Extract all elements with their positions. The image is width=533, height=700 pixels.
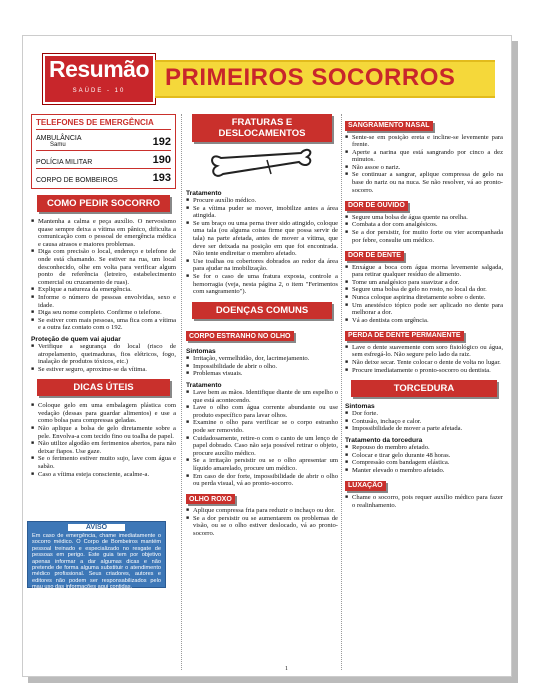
corpo-tratamento-list [186, 389, 338, 488]
list-item: ■ Em caso de dor forte, impossibilidade de abrir o olho ou perda visual, vá ao pronto-socorro. [186, 473, 338, 488]
list-item: ■ Lave o dente suavemente com soro fisiológico ou água, sem esfregá-lo. Não segure pelo lado da raiz. [345, 344, 503, 359]
torcedura-tratamento-list [345, 444, 503, 474]
list-item: ■ Contusão, inchaço e calor. [345, 418, 503, 426]
list-item: ■ Compressão com bandagem elástica. [345, 459, 503, 467]
dente-list [345, 264, 503, 325]
ouvido-list [345, 214, 503, 244]
torcedura-sintomas-list [345, 410, 503, 433]
page-number: 1 [285, 666, 288, 672]
phone-number: 193 [152, 172, 171, 184]
column-middle [186, 114, 338, 538]
corpo-tratamento-label: Tratamento [186, 382, 222, 389]
list-item: ■ Se um braço ou uma perna tiver sido atingido, coloque uma tala (ou alguma coisa firme que possa servir de tala) na parte afetada, antes de mover a vítima, que deve ser deixada na posição em que foi encontrada. Não tente endireitar o membro afetado. [186, 220, 338, 258]
aviso-heading: AVISO [68, 524, 125, 531]
column-divider [341, 114, 342, 670]
como-pedir-list [31, 218, 176, 332]
logo-sub: SAÚDE - 10 [72, 88, 126, 94]
list-item: ■ Se estiver com mais pessoas, uma fica com a vítima e a outra faz contato com o 192. [31, 317, 176, 332]
list-item: ■ Coloque gelo em uma embalagem plástica com vedação (dessas para guardar alimentos) e use a como bolsa para compressas geladas. [31, 402, 176, 425]
logo [43, 54, 155, 104]
list-item: ■ Dor forte. [345, 410, 503, 418]
como-pedir-heading: COMO PEDIR SOCORRO [37, 195, 170, 212]
list-item: ■ Não assoe o nariz. [345, 164, 503, 172]
aviso-text: Em caso de emergência, chame imediatamente o socorro médico. O Corpo de Bombeiros mantém pessoal treinado e especializado no resgate de pessoas em perigo. Este guia tem por objetivo apenas informar a dar algumas dicas e não pretende de forma alguma substituir o atendimento médico profissional. Seus criadores, autores e editores não podem ser responsabilizados pelo mau uso das informações aqui contidas. [32, 533, 161, 591]
perda-dente-list [345, 344, 503, 374]
doencas-heading: DOENÇAS COMUNS [192, 302, 332, 319]
list-item: ■ Caso a vítima esteja consciente, acalme-a. [31, 471, 176, 479]
list-item: ■ Um anestésico tópico pode ser aplicado no dente para melhorar a dor. [345, 302, 503, 317]
list-item: ■ Diga com precisão o local, endereço e telefone de onde está chamando. Se estiver na rua, um local desconhecido, olhe em volta para verificar algum ponto de referência (letreiro, estabelecimento comercial ou cruzamento de ruas). [31, 248, 176, 286]
phone-label: POLÍCIA MILITAR [36, 159, 93, 166]
list-item: ■ Segure uma bolsa de gelo no rosto, no local da dor. [345, 286, 503, 294]
list-item: ■ Se a dor persistir ou se aumentarem os problemas de visão, ou se o olho estiver deslocado, vá ao pronto-socorro. [186, 515, 338, 538]
sangramento-list [345, 134, 503, 195]
list-item: ■ Se a dor persistir, for muito forte ou vier acompanhada por febre, consulte um médico. [345, 229, 503, 244]
corpo-sintomas-list [186, 355, 338, 378]
phone-row [36, 132, 171, 151]
list-item: ■ Se continuar a sangrar, aplique compressa de gelo na base do nariz ou na nuca. Se não resolver, vá ao pronto-socorro. [345, 171, 503, 194]
torcedura-sintomas-label: Sintomas [345, 403, 375, 411]
torcedura-tratamento-label: Tratamento da torcedura [345, 437, 423, 445]
dicas-list [31, 402, 176, 478]
list-item: ■ Manter elevado o membro afetado. [345, 467, 503, 475]
phone-box-title: TELEFONES DE EMERGÊNCIA [36, 118, 171, 130]
column-right [345, 114, 503, 509]
phone-box [31, 114, 176, 189]
header [37, 50, 499, 108]
list-item: ■ Lave bem as mãos. Identifique diante de um espelho o que está acontecendo. [186, 389, 338, 404]
phone-row [36, 169, 171, 186]
list-item: ■ Nunca coloque aspirina diretamente sobre o dente. [345, 294, 503, 302]
list-item: ■ Impossibilidade de mover a parte afetada. [345, 425, 503, 433]
ouvido-heading: DOR DE OUVIDO [345, 201, 408, 211]
list-item: ■ Tome um analgésico para suavizar a dor. [345, 279, 503, 287]
list-item: ■ Informe o número de pessoas envolvidas, sexo e idade. [31, 294, 176, 309]
phone-number: 192 [152, 136, 171, 148]
list-item: ■ Segure uma bolsa de água quente na orelha. [345, 214, 503, 222]
perda-dente-heading: PERDA DE DENTE PERMANENTE [345, 331, 464, 341]
list-item: ■ Problemas visuais. [186, 370, 338, 378]
list-item: ■ Aplique compressa fria para reduzir o inchaço ou dor. [186, 507, 338, 515]
list-item: ■ Vá ao dentista com urgência. [345, 317, 503, 325]
dicas-heading: DICAS ÚTEIS [37, 379, 170, 396]
list-item: ■ Irritação, vermelhidão, dor, lacrimejamento. [186, 355, 338, 363]
fraturas-heading: FRATURAS E DESLOCAMENTOS [192, 114, 332, 142]
list-item: ■ Aperte a narina que está sangrando por cinco a dez minutos. [345, 149, 503, 164]
list-item: ■ Se a vítima puder se mover, imobilize antes a área atingida. [186, 205, 338, 220]
list-item: ■ Cuidadosamente, retire-o com o canto de um lenço de papel dobrado. Caso não seja possível retirar o objeto, procure auxílio médico. [186, 435, 338, 458]
corpo-estranho-heading: CORPO ESTRANHO NO OLHO [186, 331, 294, 341]
list-item: ■ Não aplique a bolsa de gelo diretamente sobre a pele. Envolva-a com tecido fino ou toalha de papel. [31, 425, 176, 440]
list-item: ■ Sente-se em posição ereta e incline-se levemente para frente. [345, 134, 503, 149]
fraturas-tratamento-label: Tratamento [186, 190, 222, 197]
protecao-heading: Proteção de quem vai ajudar [31, 335, 121, 343]
list-item: ■ Use toalhas ou cobertores dobrados ao redor da área para ajudar na imobilização. [186, 258, 338, 273]
reference-sheet [22, 35, 512, 677]
phone-label: AMBULÂNCIA [36, 135, 82, 142]
list-item: ■ Diga seu nome completo. Confirme o telefone. [31, 309, 176, 317]
olho-roxo-list [186, 507, 338, 537]
list-item: ■ Colocar e tirar gelo durante 48 horas. [345, 452, 503, 460]
bone-icon [207, 148, 317, 186]
phone-row [36, 151, 171, 169]
fraturas-list [186, 197, 338, 296]
list-item: ■ Não deixe secar. Tente colocar o dente de volta no lugar. [345, 359, 503, 367]
list-item: ■ Procure auxílio médico. [186, 197, 338, 205]
title-bar [155, 60, 495, 98]
list-item: ■ Examine o olho para verificar se o corpo estranho pode ser removido. [186, 419, 338, 434]
list-item: ■ Explique a natureza da emergência. [31, 286, 176, 294]
list-item: ■ Se a irritação persistir ou se o olho apresentar um líquido amarelado, procure um médico. [186, 457, 338, 472]
corpo-sintomas-label: Sintomas [186, 348, 216, 356]
list-item: ■ Verifique a segurança do local (risco de atropelamento, queimaduras, fios elétricos, fogo, inalação de produtos tóxicos, etc.) [31, 343, 176, 366]
list-item: ■ Se o ferimento estiver muito sujo, lave com água e sabão. [31, 455, 176, 470]
page-title: PRIMEIROS SOCORROS [165, 64, 456, 91]
list-item: ■ Enxágue a boca com água morna levemente salgada, para retirar qualquer resíduo de alimento. [345, 264, 503, 279]
list-item: ■ Mantenha a calma e peça auxílio. O nervosismo quase sempre deixa a vítima em pânico, dificulta a comunicação com o pessoal de emergência médica e causa atrasos e maiores problemas. [31, 218, 176, 248]
phone-sub: Samu [50, 142, 66, 148]
list-item: ■ Impossibilidade de abrir o olho. [186, 363, 338, 371]
logo-word: Resumão [48, 56, 150, 82]
column-left [31, 114, 176, 478]
list-item: ■ Não utilize algodão em ferimentos abertos, para não deixar fiapos. Use gaze. [31, 440, 176, 455]
torcedura-heading: TORCEDURA [351, 380, 497, 397]
list-item: ■ Se estiver seguro, aproxime-se da vítima. [31, 366, 176, 374]
luxacao-heading: LUXAÇÃO [345, 481, 386, 491]
list-item: ■ Se for o caso de uma fratura exposta, controle a hemorragia (veja, nesta página 2, o item "Ferimentos com sangramento"). [186, 273, 338, 296]
phone-label: CORPO DE BOMBEIROS [36, 177, 118, 184]
column-divider [181, 114, 182, 670]
aviso-box [27, 521, 166, 591]
phone-number: 190 [152, 154, 171, 166]
list-item: ■ Combata a dor com analgésicos. [345, 221, 503, 229]
luxacao-list [345, 494, 503, 509]
list-item: ■ Procure imediatamente o pronto-socorro ou dentista. [345, 367, 503, 375]
list-item: ■ Repouso do membro afetado. [345, 444, 503, 452]
list-item: ■ Lave o olho com água corrente abundante ou use produto específico para lavar olhos. [186, 404, 338, 419]
dente-heading: DOR DE DENTE [345, 251, 404, 261]
list-item: ■ Chame o socorro, pois requer auxílio médico para fazer o realinhamento. [345, 494, 503, 509]
sangramento-heading: SANGRAMENTO NASAL [345, 121, 433, 131]
protecao-list [31, 343, 176, 373]
olho-roxo-heading: OLHO ROXO [186, 494, 235, 504]
